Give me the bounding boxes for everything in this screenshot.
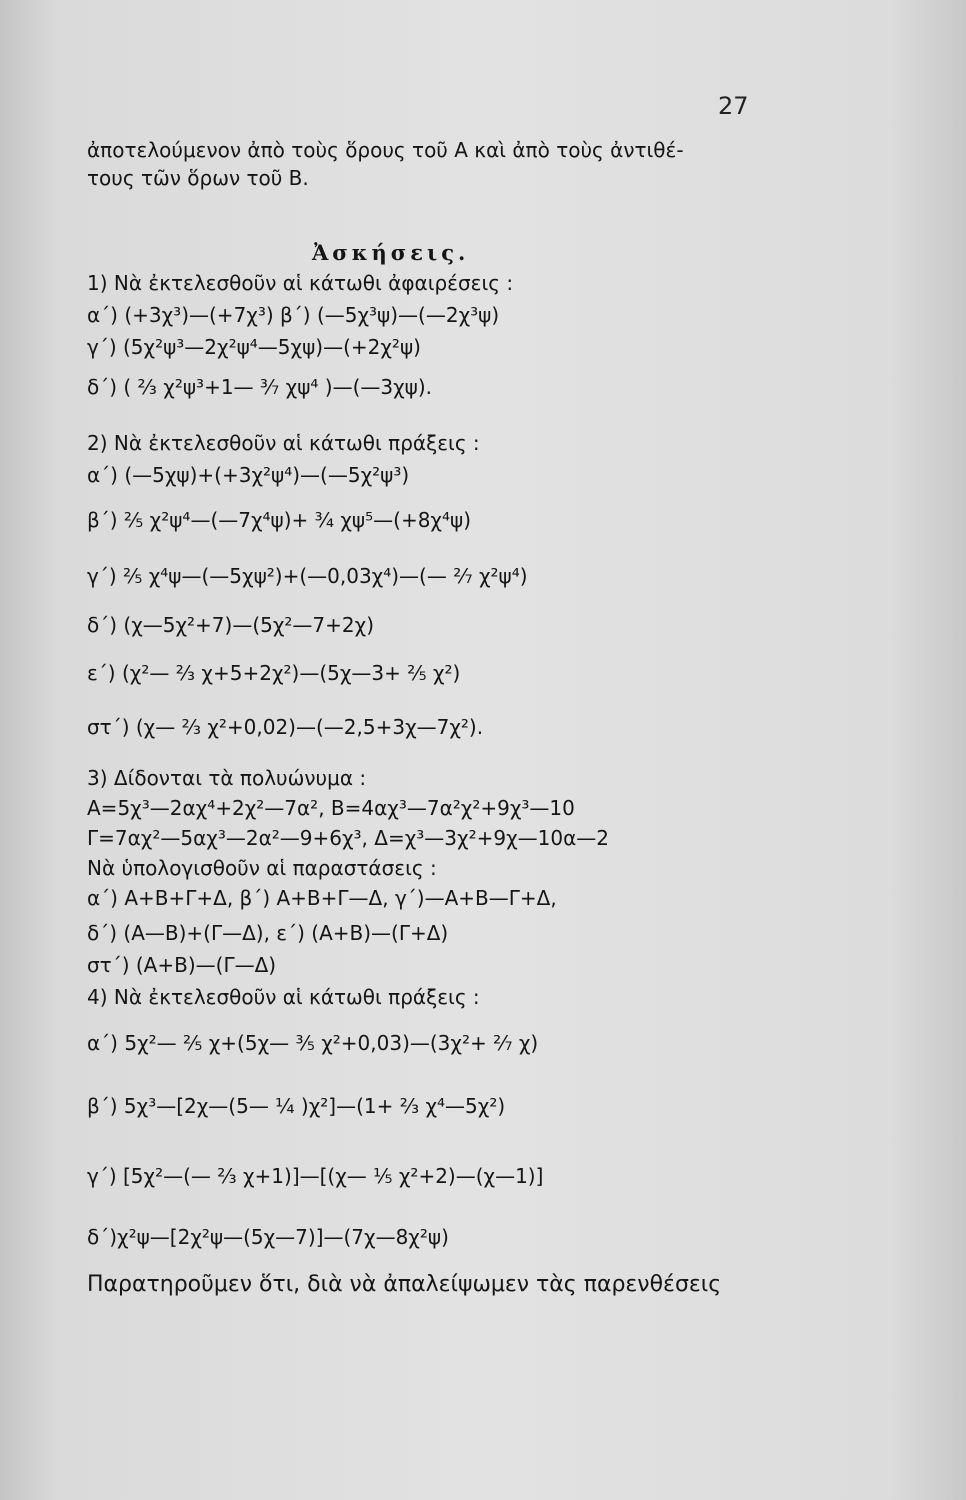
exercise-line: δ΄) (Α—Β)+(Γ—Δ), ε΄) (Α+Β)—(Γ+Δ) (87, 921, 449, 945)
exercise-line: γ΄) ²⁄₅ χ⁴ψ—(—5χψ²)+(—0,03χ⁴)—(— ²⁄₇ χ²ψ⁴) (87, 564, 528, 588)
intro-line-1: ἀποτελούμενον ἀπὸ τοὺς ὅρους τοῦ Α καὶ ἀπὸ τοὺς ἀντιθέ- (87, 138, 684, 162)
exercise-line: α΄) (+3χ³)—(+7χ³) β΄) (—5χ³ψ)—(—2χ³ψ) (87, 303, 500, 327)
exercise-line: Α=5χ³—2αχ⁴+2χ²—7α², Β=4αχ³—7α²χ²+9χ³—10 (87, 796, 575, 820)
exercise-line: στ΄) (χ— ²⁄₃ χ²+0,02)—(—2,5+3χ—7χ²). (87, 715, 484, 739)
exercise-line: α΄) (—5χψ)+(+3χ²ψ⁴)—(—5χ²ψ³) (87, 463, 410, 487)
exercise-line: 2) Νὰ ἐκτελεσθοῦν αἱ κάτωθι πράξεις : (87, 431, 480, 455)
closing-line: Παρατηροῦμεν ὅτι, διὰ νὰ ἀπαλείψωμεν τὰς παρενθέσεις (87, 1272, 722, 1297)
exercise-line: δ΄)χ²ψ—[2χ²ψ—(5χ—7)]—(7χ—8χ²ψ) (87, 1225, 449, 1249)
exercise-line: ε΄) (χ²— ²⁄₃ χ+5+2χ²)—(5χ—3+ ²⁄₅ χ²) (87, 661, 461, 685)
exercise-line: β΄) 5χ³—[2χ—(5— ¹⁄₄ )χ²]—(1+ ²⁄₃ χ⁴—5χ²) (87, 1094, 506, 1118)
exercise-line: α΄) Α+Β+Γ+Δ, β΄) Α+Β+Γ—Δ, γ΄)—Α+Β—Γ+Δ, (87, 886, 557, 910)
exercise-line: δ΄) ( ²⁄₃ χ²ψ³+1— ³⁄₇ χψ⁴ )—(—3χψ). (87, 375, 432, 399)
exercise-line: 4) Νὰ ἐκτελεσθοῦν αἱ κάτωθι πράξεις : (87, 985, 480, 1009)
exercise-line: γ΄) [5χ²—(— ²⁄₃ χ+1)]—[(χ— ¹⁄₅ χ²+2)—(χ—1)] (87, 1164, 544, 1188)
exercise-line: 3) Δίδονται τὰ πολυώνυμα : (87, 766, 367, 790)
exercise-line: στ΄) (Α+Β)—(Γ—Δ) (87, 953, 277, 977)
exercise-line: δ΄) (χ—5χ²+7)—(5χ²—7+2χ) (87, 613, 374, 637)
exercise-line: Νὰ ὑπολογισθοῦν αἱ παραστάσεις : (87, 856, 437, 880)
page-number: 27 (718, 92, 749, 120)
section-heading: Ἀσκήσεις. (312, 240, 470, 265)
intro-line-2: τους τῶν ὅρων τοῦ Β. (87, 166, 309, 190)
exercise-line: γ΄) (5χ²ψ³—2χ²ψ⁴—5χψ)—(+2χ²ψ) (87, 335, 421, 359)
exercise-line: Γ=7αχ²—5αχ³—2α²—9+6χ³, Δ=χ³—3χ²+9χ—10α—2 (87, 826, 609, 850)
exercise-line: 1) Νὰ ἐκτελεσθοῦν αἱ κάτωθι ἀφαιρέσεις : (87, 271, 514, 295)
exercise-line: α΄) 5χ²— ²⁄₅ χ+(5χ— ³⁄₅ χ²+0,03)—(3χ²+ ²⁄₇ χ) (87, 1031, 539, 1055)
exercise-line: β΄) ²⁄₅ χ²ψ⁴—(—7χ⁴ψ)+ ³⁄₄ χψ⁵—(+8χ⁴ψ) (87, 508, 471, 532)
